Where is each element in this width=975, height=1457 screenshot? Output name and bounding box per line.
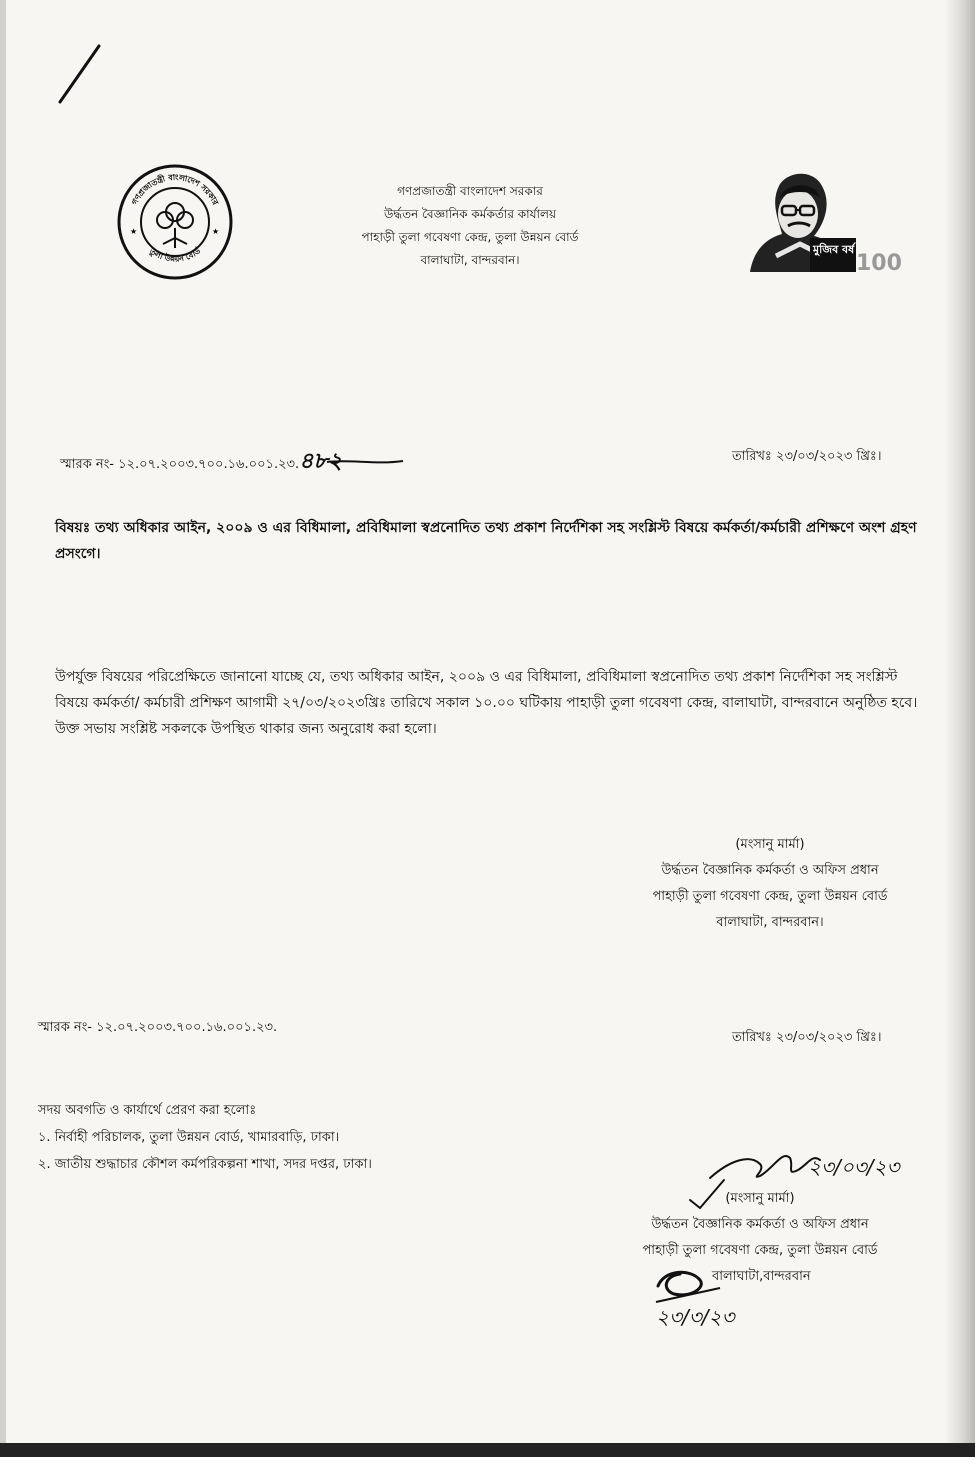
handwritten-underline bbox=[325, 456, 405, 468]
signatory-office: পাহাড়ী তুলা গবেষণা কেন্দ্র, তুলা উন্নয়ন বোর্ড bbox=[652, 889, 888, 904]
logo-top-text: গণপ্রজাতন্ত্রী বাংলাদেশ সরকার bbox=[130, 172, 220, 207]
signatory-office: পাহাড়ী তুলা গবেষণা কেন্দ্র, তুলা উন্নয়ন বোর্ড bbox=[642, 1243, 878, 1258]
memo-date: তারিখঃ ২৩/০৩/২০২৩ খ্রিঃ। bbox=[732, 449, 882, 464]
handwritten-sign-date: ২৩/০৩/২৩ bbox=[808, 1155, 900, 1179]
signatory-title: উর্দ্ধতন বৈজ্ঞানিক কর্মকর্তা ও অফিস প্রধান bbox=[651, 1217, 869, 1232]
forwarding-intro: সদয় অবগতি ও কার্যার্থে প্রেরণ করা হলোঃ bbox=[38, 1103, 257, 1118]
handwritten-receipt-date: ২৩/৩/২৩ bbox=[656, 1305, 735, 1329]
star-icon: ★ bbox=[212, 227, 220, 236]
forwarding-list bbox=[38, 1097, 598, 1178]
body-paragraph: উপর্যুক্ত বিষয়ের পরিপ্রেক্ষিতে জানানো যাচ্ছে যে, তথ্য অধিকার আইন, ২০০৯ ও এর বিধিমালা, প্রবিধিমালা স্বপ্রনোদিত তথ্য প্রকাশ নির্দেশিকা সহ সংশ্লিস্ট বিষয়ে কর্মকর্তা/ কর্মচারী প্রশিক্ষণ আগামী ২৭/০৩/২০২৩খ্রিঃ তারিখে সকাল ১০.০০ ঘটিকায় পাহাড়ী তুলা গবেষণা কেন্দ্র, বালাঘাটা, বান্দরবানে অনুষ্ঠিত হবে। উক্ত সভায় সংশ্লিষ্ট সকলকে উপস্থিত থাকার জন্য অনুরোধ করা হলো। bbox=[55, 669, 918, 737]
signature-block bbox=[610, 1186, 910, 1264]
memo-ref-text: স্মারক নং- ১২.০৭.২০০৩.৭০০.১৬.০০১.২৩. bbox=[60, 457, 300, 472]
signature-block bbox=[610, 832, 930, 936]
pen-mark bbox=[55, 40, 105, 110]
handwritten-receipt-initials bbox=[650, 1262, 750, 1332]
mujib-borsho-text: মুজিব বর্ষ bbox=[813, 243, 855, 256]
cotton-board-seal-logo bbox=[115, 162, 235, 282]
header-line: উর্দ্ধতন বৈজ্ঞানিক কর্মকর্তার কার্যালয় bbox=[383, 207, 557, 221]
signatory-title: উর্দ্ধতন বৈজ্ঞানিক কর্মকর্তা ও অফিস প্রধান bbox=[661, 863, 879, 878]
signatory-name: (মংসানু মার্মা) bbox=[735, 837, 805, 852]
star-icon: ★ bbox=[130, 227, 138, 236]
page-edge-shadow bbox=[0, 0, 6, 1457]
header-line: বালাঘাটা, বান্দরবান। bbox=[420, 253, 520, 267]
logo-bottom-text: তুলা উন্নয়ন বোর্ড bbox=[147, 246, 203, 264]
header-line: পাহাড়ী তুলা গবেষণা কেন্দ্র, তুলা উন্নয়ন বোর্ড bbox=[361, 230, 579, 244]
signatory-place: বালাঘাটা, বান্দরবান। bbox=[716, 915, 824, 930]
signatory-place: বালাঘাটা,বান্দরবান bbox=[712, 1269, 811, 1284]
header-line: গণপ্রজাতন্ত্রী বাংলাদেশ সরকার bbox=[397, 184, 543, 198]
office-header bbox=[300, 180, 640, 272]
mujib-100-text: 100 bbox=[856, 251, 902, 276]
recipient-item: ১. নির্বাহী পরিচালক, তুলা উন্নয়ন বোর্ড, খামারবাড়ি, ঢাকা। bbox=[38, 1130, 340, 1145]
mujib-borsho-logo bbox=[740, 168, 902, 278]
page-bottom-strip bbox=[0, 1443, 975, 1457]
signatory-name: (মংসানু মার্মা) bbox=[725, 1191, 795, 1206]
subject-line: বিষয়ঃ তথ্য অধিকার আইন, ২০০৯ ও এর বিধিমালা, প্রবিধিমালা স্বপ্রনোদিত তথ্য প্রকাশ নির্দেশিকা সহ সংশ্লিস্ট বিষয়ে কর্মকর্তা/কর্মচারী প্রশিক্ষণে অংশ গ্রহণ প্রসংগে। bbox=[55, 520, 917, 562]
cotton-flower-icon bbox=[157, 203, 193, 248]
recipient-item: ২. জাতীয় শুদ্ধাচার কৌশল কর্মপরিকল্পনা শাখা, সদর দপ্তর, ঢাকা। bbox=[38, 1157, 372, 1172]
memo-reference: স্মারক নং- ১২.০৭.২০০৩.৭০০.১৬.০০১.২৩. bbox=[38, 1020, 278, 1035]
memo-reference bbox=[60, 444, 342, 481]
memo-date: তারিখঃ ২৩/০৩/২০২৩ খ্রিঃ। bbox=[732, 1030, 882, 1045]
handwritten-memo-no: ৪৮২ bbox=[299, 448, 342, 474]
page-edge-shadow bbox=[945, 0, 975, 1457]
